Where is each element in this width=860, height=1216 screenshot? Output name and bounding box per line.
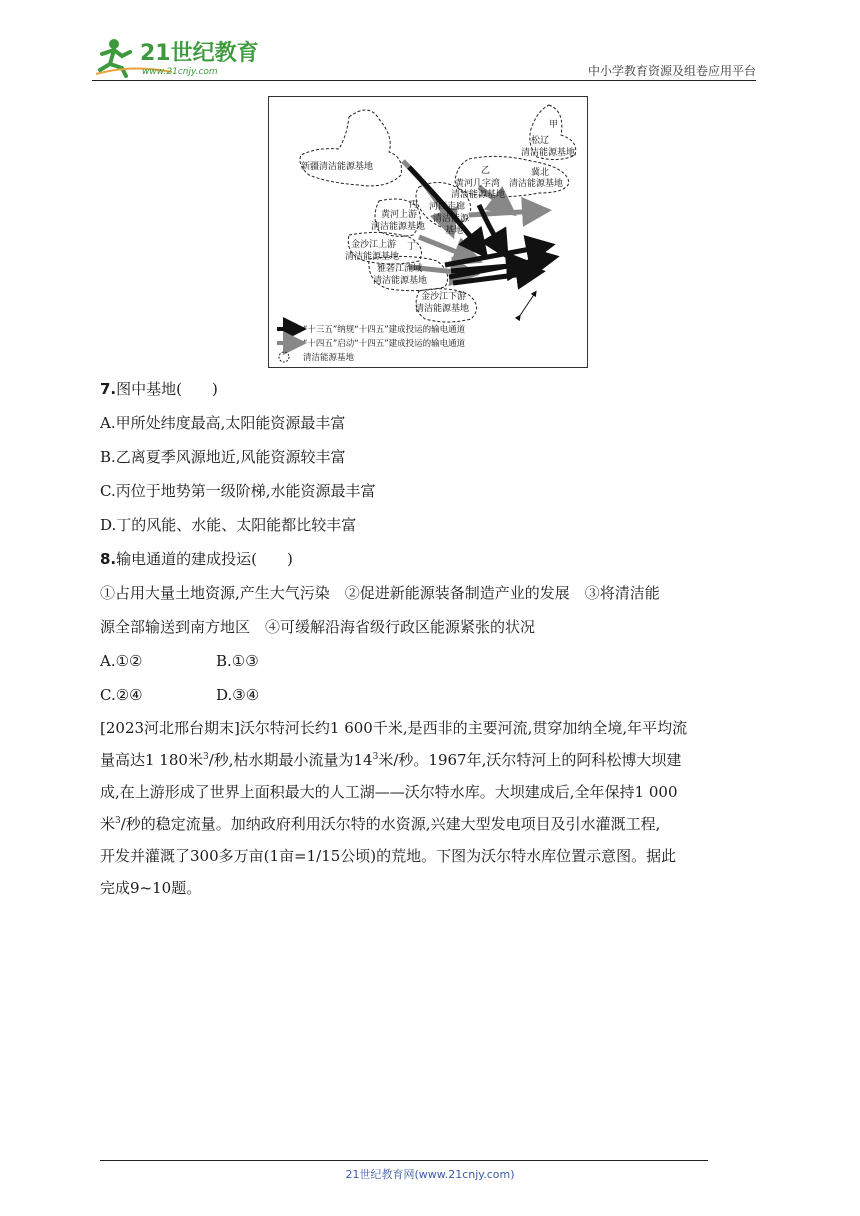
site-logo <box>92 34 262 78</box>
label-yi: 乙 <box>481 166 491 176</box>
passage-line: [2023河北邢台期末]沃尔特河长约1 600千米,是西非的主要河流,贯穿加纳全境,年平均流 <box>100 719 688 737</box>
label-jinsha-down-2: 清洁能源基地 <box>415 304 470 314</box>
option-item: A.①② <box>100 652 143 670</box>
label-huanghe-jiziwan-2: 清洁能源基地 <box>451 190 506 200</box>
label-jinsha-up-2: 清洁能源基地 <box>345 252 400 262</box>
question-stem: 图中基地( ) <box>116 380 218 398</box>
option-item: D.③④ <box>216 686 260 704</box>
option-item: A.甲所处纬度最高,太阳能资源最丰富 <box>100 414 346 432</box>
option-item: B.①③ <box>216 652 259 670</box>
legend-item: “十三五”纳规“十四五”建成投运的输电通道 <box>303 325 466 335</box>
label-hexi-3: 基地 <box>445 226 464 236</box>
footer-link[interactable]: 21世纪教育网(www.21cnjy.com) <box>345 1168 515 1181</box>
option-item: D.丁的风能、水能、太阳能都比较丰富 <box>100 516 357 534</box>
question-8-stem <box>100 542 760 576</box>
label-xinjiang: 新疆清洁能源基地 <box>301 162 374 172</box>
statement-line: ①占用大量土地资源,产生大气污染 ②促进新能源装备制造产业的发展 ③将清洁能 <box>100 584 660 602</box>
gray-channel <box>419 237 469 257</box>
passage-line: 成,在上游形成了世界上面积最大的人工湖——沃尔特水库。大坝建成后,全年保持1 000 <box>100 783 678 801</box>
option-item: C.丙位于地势第一级阶梯,水能资源最丰富 <box>100 482 376 500</box>
label-huanghe-up: 黄河上游 <box>381 210 418 220</box>
map-legend <box>277 324 466 363</box>
option-item: B.乙离夏季风源地近,风能资源较丰富 <box>100 448 346 466</box>
passage-line: 量高达1 180米$^3$/秒,枯水期最小流量为$14^3$米/秒。1967年,沃尔特河上的阿科松博大坝建 <box>100 751 682 769</box>
small-channel <box>519 293 535 317</box>
question-number: 8. <box>100 550 117 568</box>
reading-passage <box>100 712 760 904</box>
label-jibei-2: 清洁能源基地 <box>509 179 564 189</box>
question-stem: 输电通道的建成投运( ) <box>116 550 293 568</box>
label-bing: 丙 <box>409 200 419 210</box>
passage-line: 米$^3$/秒的稳定流量。加纳政府利用沃尔特的水资源,兴建大型发电项目及引水灌溉工程, <box>100 815 661 833</box>
legend-item: 清洁能源基地 <box>303 353 355 363</box>
label-huanghe-jiziwan: 黄河几字湾 <box>455 179 501 189</box>
label-yalong-2: 清洁能源基地 <box>373 276 428 286</box>
label-songliao: 松辽 <box>531 136 550 146</box>
passage-line: 开发并灌溉了300多万亩(1亩=1/15公顷)的荒地。下图为沃尔特水库位置示意图。据此 <box>100 847 677 865</box>
black-channel <box>451 265 521 271</box>
label-jinsha-down: 金沙江下游 <box>421 292 467 302</box>
platform-name: 中小学教育资源及组卷应用平台 <box>587 64 756 78</box>
option-row <box>100 644 760 678</box>
gray-channel <box>469 211 537 215</box>
question-number: 7. <box>100 380 117 398</box>
legend-dashed-circle-icon <box>279 352 289 362</box>
label-jia: 甲 <box>549 120 559 130</box>
energy-base-map <box>268 96 588 368</box>
map-svg <box>269 97 587 367</box>
statement-line: 源全部输送到南方地区 ④可缓解沿海省级行政区能源紧张的状况 <box>100 618 536 636</box>
xinjiang-outline <box>300 110 402 186</box>
label-jinsha-up: 金沙江上游 <box>351 240 397 250</box>
label-hexi: 河西走廊 <box>429 202 466 212</box>
question-7-stem <box>100 372 760 406</box>
label-jibei: 冀北 <box>531 168 550 178</box>
option-row <box>100 678 760 712</box>
label-ding: 丁 <box>407 242 417 252</box>
label-yalong: 雅砻江流域 <box>377 264 423 274</box>
logo-url: www.21cnjy.com <box>142 67 218 77</box>
footer-divider <box>100 1160 708 1161</box>
option-item: C.②④ <box>100 686 143 704</box>
logo-text: 21世纪教育 <box>140 41 259 66</box>
legend-item: “十四五”启动“十四五”建成投运的输电通道 <box>303 339 466 349</box>
label-huanghe-up-2: 清洁能源基地 <box>371 222 426 232</box>
label-songliao-2: 清洁能源基地 <box>521 148 576 158</box>
runner-logo-icon <box>92 34 262 78</box>
gray-channels <box>403 161 537 273</box>
header-divider <box>92 80 756 81</box>
label-hexi-2: 清洁能源 <box>433 214 470 224</box>
passage-line: 完成9~10题。 <box>100 879 202 897</box>
question-content <box>100 372 760 904</box>
